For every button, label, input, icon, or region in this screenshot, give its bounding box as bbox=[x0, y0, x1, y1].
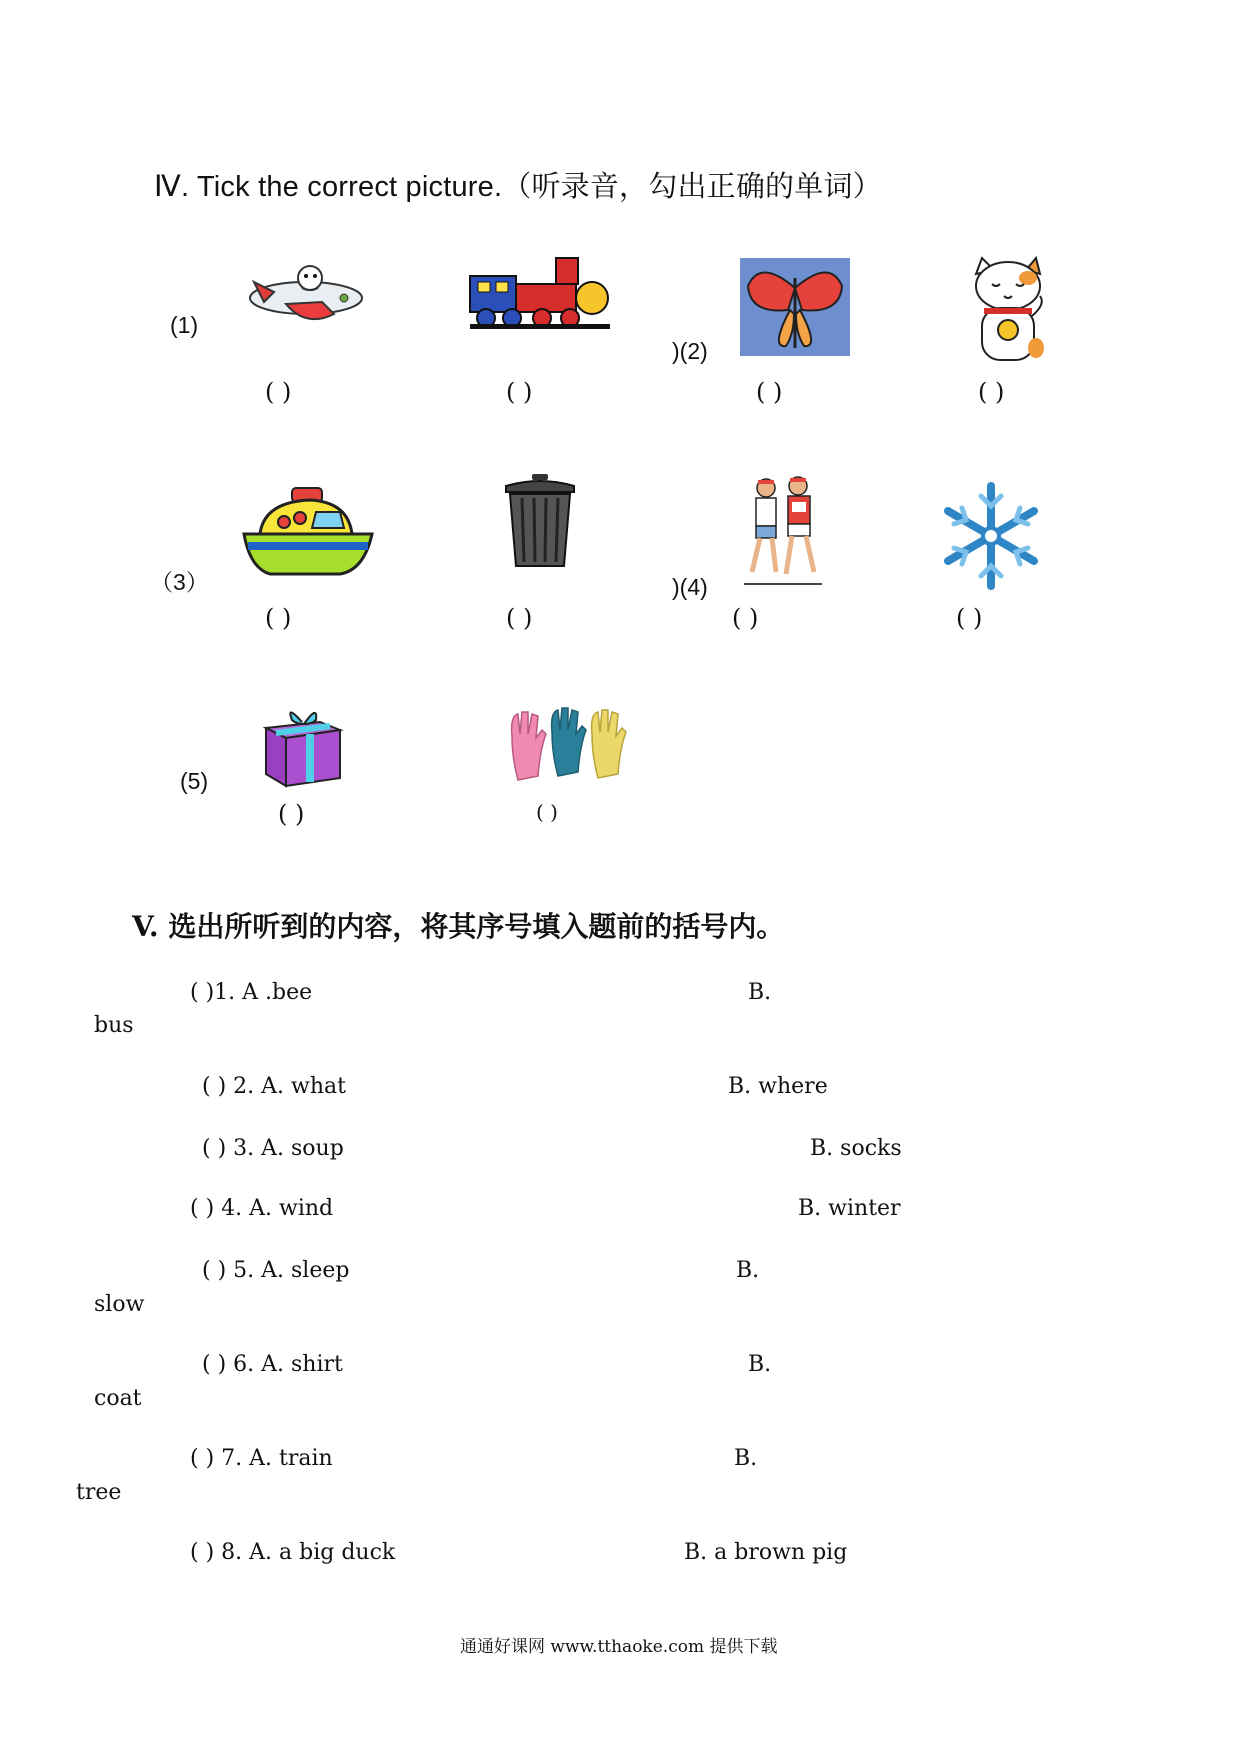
question-2-label: )(2) bbox=[672, 338, 708, 364]
question-3-label: （3） bbox=[150, 569, 209, 595]
train-picture bbox=[466, 254, 614, 332]
item-6-option-b: B. bbox=[748, 1352, 772, 1377]
answer-bracket[interactable]: ( ) bbox=[265, 604, 292, 632]
kite-picture bbox=[740, 258, 850, 356]
question-4-label: )(4) bbox=[672, 574, 708, 600]
lucky-cat-picture bbox=[966, 256, 1050, 366]
answer-bracket[interactable]: ( ) bbox=[756, 378, 783, 406]
boat-picture bbox=[240, 484, 376, 580]
answer-bracket[interactable]: ( ) bbox=[732, 604, 759, 632]
answer-bracket[interactable]: ( ) bbox=[278, 800, 305, 828]
section-iv-heading: Ⅳ. Tick the correct picture.（听录音，勾出正确的单词） bbox=[154, 171, 882, 203]
item-5-option-b-text: slow bbox=[94, 1292, 145, 1317]
answer-bracket[interactable]: ( ) bbox=[536, 800, 558, 824]
question-1-label: (1) bbox=[170, 312, 199, 338]
item-1-option-b: B. bbox=[748, 980, 772, 1005]
item-8-stem: ( ) 8. A. a big duck bbox=[190, 1540, 396, 1565]
item-5-option-b: B. bbox=[736, 1258, 760, 1283]
item-4-stem: ( ) 4. A. wind bbox=[190, 1196, 334, 1221]
item-7-option-b: B. bbox=[734, 1446, 758, 1471]
answer-bracket[interactable]: ( ) bbox=[265, 378, 292, 406]
section-v-heading: V. 选出所听到的内容，将其序号填入题前的括号内。 bbox=[132, 910, 785, 943]
page-footer: 通通好课网 www.tthaoke.com 提供下载 bbox=[460, 1637, 778, 1657]
item-6-option-b-text: coat bbox=[94, 1386, 142, 1411]
answer-bracket[interactable]: ( ) bbox=[506, 378, 533, 406]
item-1-stem: ( )1. A .bee bbox=[190, 980, 313, 1005]
gift-picture bbox=[256, 700, 346, 790]
gloves-picture bbox=[506, 706, 630, 788]
item-3-stem: ( ) 3. A. soup bbox=[202, 1136, 344, 1161]
item-1-option-b-text: bus bbox=[94, 1013, 134, 1038]
item-7-option-b-text: tree bbox=[76, 1480, 122, 1505]
runners-picture bbox=[740, 474, 826, 592]
trash-can-picture bbox=[504, 472, 576, 570]
item-4-option-b: B. winter bbox=[798, 1196, 901, 1221]
answer-bracket[interactable]: ( ) bbox=[506, 604, 533, 632]
snowflake-picture bbox=[938, 480, 1044, 592]
answer-bracket[interactable]: ( ) bbox=[956, 604, 983, 632]
airplane-picture bbox=[244, 258, 368, 334]
item-2-option-b: B. where bbox=[728, 1074, 828, 1099]
answer-bracket[interactable]: ( ) bbox=[978, 378, 1005, 406]
item-3-option-b: B. socks bbox=[810, 1136, 902, 1161]
question-5-label: (5) bbox=[180, 768, 209, 794]
item-6-stem: ( ) 6. A. shirt bbox=[202, 1352, 343, 1377]
item-5-stem: ( ) 5. A. sleep bbox=[202, 1258, 350, 1283]
item-7-stem: ( ) 7. A. train bbox=[190, 1446, 333, 1471]
item-2-stem: ( ) 2. A. what bbox=[202, 1074, 346, 1099]
item-8-option-b: B. a brown pig bbox=[684, 1540, 848, 1565]
